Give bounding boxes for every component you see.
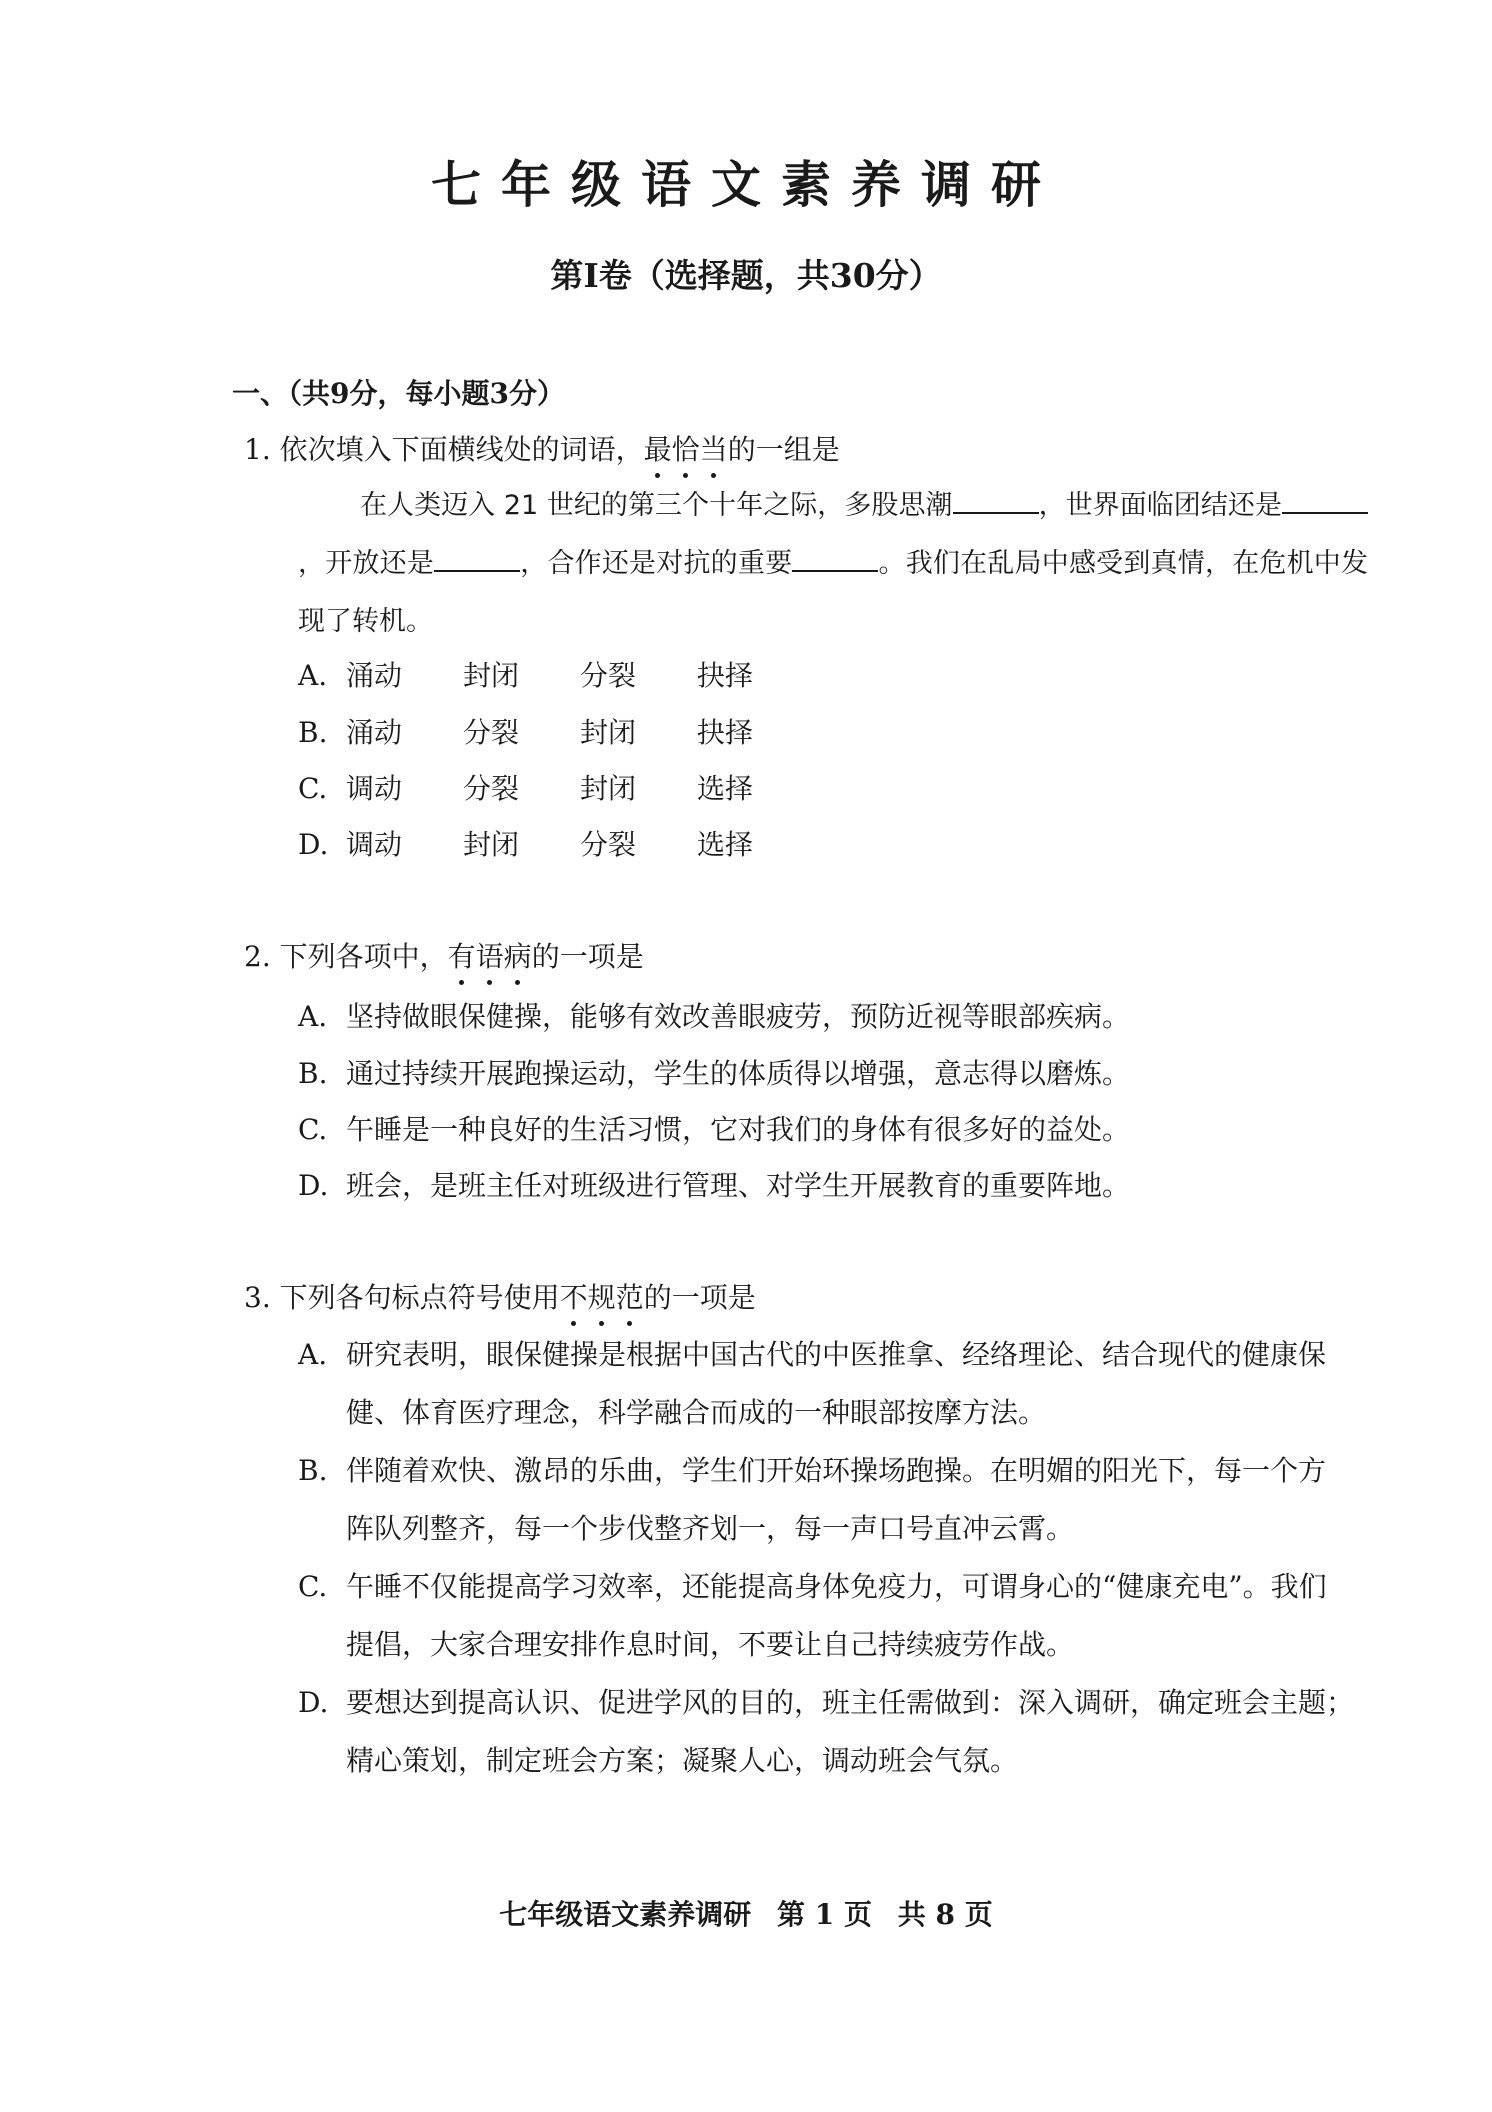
emphasis-char: 范 xyxy=(616,1276,644,1316)
footer-page-number: 第 1 页 xyxy=(777,1898,872,1931)
option-item: D. 班会，是班主任对班级进行管理、对学生开展教育的重要阵地。 xyxy=(298,1169,1131,1202)
option-item: D. 要想达到提高认识、促进学风的目的，班主任需做到：深入调研，确定班会主题； 精心策划，制定班会方案；凝聚人心，调动班会气氛。 xyxy=(298,1686,1355,1777)
emphasis-char: 当 xyxy=(700,428,728,468)
option-item: A. 研究表明，眼保健操是根据中国古代的中医推拿、经络理论、结合现代的健康保 健、体育医疗理念，科学融合而成的一种眼部按摩方法。 xyxy=(298,1338,1327,1429)
emphasis-char: 规 xyxy=(588,1276,616,1316)
question-number: 3. xyxy=(244,1281,271,1314)
option-item: A. 坚持做眼保健操，能够有效改善眼疲劳，预防近视等眼部疾病。 xyxy=(298,1000,1131,1033)
fill-blank xyxy=(1282,490,1368,514)
option-item: B. 通过持续开展跑操运动，学生的体质得以增强，意志得以磨炼。 xyxy=(298,1057,1131,1090)
emphasis-char: 语 xyxy=(476,935,504,975)
question-number: 2. xyxy=(244,940,271,973)
emphasis-char: 不 xyxy=(560,1276,588,1316)
question-1-stem: 1. 依次填入下面横线处的词语，最恰当的一组是 xyxy=(244,428,840,468)
section-heading: 一、（共9分，每小题3分） xyxy=(232,377,565,410)
fill-blank xyxy=(953,490,1039,514)
footer-total-pages: 共 8 页 xyxy=(897,1898,993,1931)
option-item: C. 午睡是一种良好的生活习惯，它对我们的身体有很多好的益处。 xyxy=(298,1113,1131,1146)
option-row: D. 调动 封闭 分裂 选择 xyxy=(298,828,754,861)
paper-subtitle: 第Ⅰ卷（选择题，共30分） xyxy=(550,256,942,295)
fill-blank xyxy=(434,548,520,572)
question-number: 1. xyxy=(244,433,271,466)
question-2-stem: 2. 下列各项中，有语病的一项是 xyxy=(244,935,644,975)
option-item: C. 午睡不仅能提高学习效率，还能提高身体免疫力，可谓身心的“健康充电”。我们 提倡，大家合理安排作息时间，不要让自己持续疲劳作战。 xyxy=(298,1570,1327,1661)
page-footer xyxy=(0,1893,1492,1933)
question-1-passage: 在人类迈入 21 世纪的第三个十年之际，多股思潮 ，世界面临团结还是，开放还是 ，合作还是对抗的重要 。我们在乱局中感受到真情，在危机中发现了转机。 xyxy=(298,490,1369,637)
fill-blank xyxy=(792,548,878,572)
question-3-stem: 3. 下列各句标点符号使用不规范的一项是 xyxy=(244,1276,756,1316)
option-row: A. 涌动 封闭 分裂 抉择 xyxy=(298,659,754,692)
footer-title: 七年级语文素养调研 xyxy=(499,1898,752,1931)
option-row: C. 调动 分裂 封闭 选择 xyxy=(298,772,754,805)
emphasis-char: 恰 xyxy=(672,428,700,468)
option-item: B. 伴随着欢快、激昂的乐曲，学生们开始环操场跑操。在明媚的阳光下，每一个方 阵队列整齐，每一个步伐整齐划一，每一声口号直冲云霄。 xyxy=(298,1454,1327,1545)
option-row: B. 涌动 分裂 封闭 抉择 xyxy=(298,716,754,749)
page-title: 七年级语文素养调研 xyxy=(431,155,1061,214)
emphasis-char: 最 xyxy=(644,428,672,468)
emphasis-char: 病 xyxy=(504,935,532,975)
emphasis-char: 有 xyxy=(448,935,476,975)
